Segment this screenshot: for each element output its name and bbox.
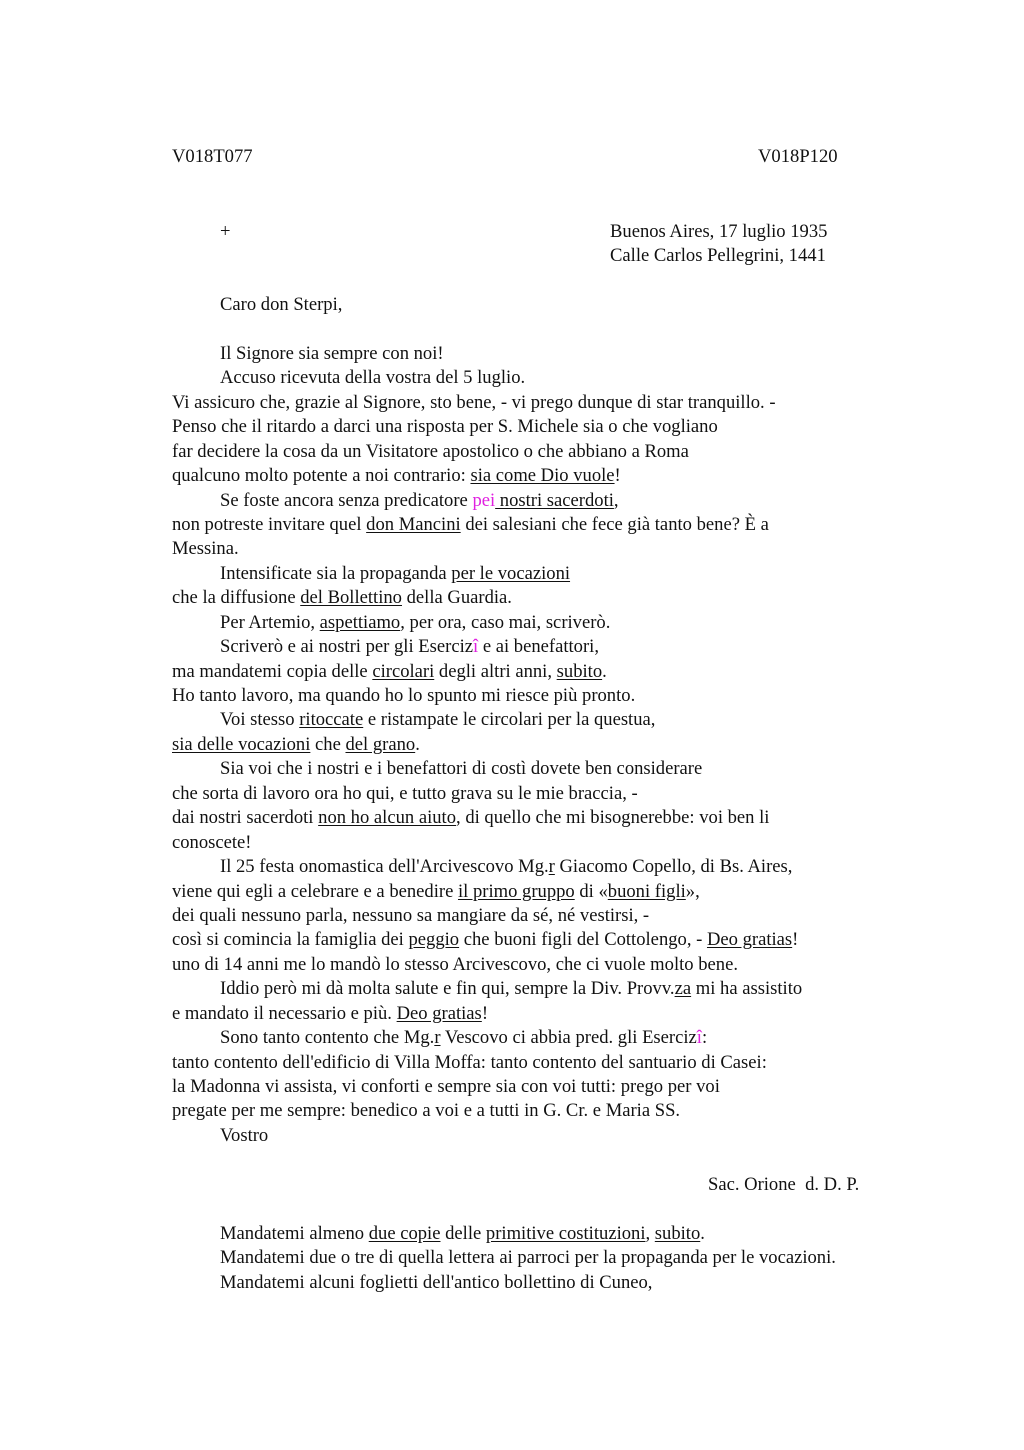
body-line: Voi stesso ritoccate e ristampate le circolari per la questua, xyxy=(220,709,656,730)
cross-symbol: + xyxy=(220,221,231,242)
body-line: Il 25 festa onomastica dell'Arcivescovo Mg.r Giacomo Copello, di Bs. Aires, xyxy=(220,856,793,877)
body-line: Accuso ricevuta della vostra del 5 luglio. xyxy=(220,367,526,388)
body-line: tanto contento dell'edificio di Villa Moffa: tanto contento del santuario di Casei: xyxy=(172,1052,767,1073)
body-line: che sorta di lavoro ora ho qui, e tutto grava su le mie braccia, - xyxy=(172,783,638,804)
body-line: Per Artemio, aspettiamo, per ora, caso mai, scriverò. xyxy=(220,612,611,633)
body-line: qualcuno molto potente a noi contrario: sia come Dio vuole! xyxy=(172,465,621,486)
body-line: dai nostri sacerdoti non ho alcun aiuto, di quello che mi bisognerebbe: voi ben li xyxy=(172,807,770,828)
body-line: ma mandatemi copia delle circolari degli altri anni, subito. xyxy=(172,661,607,682)
underlined-text: peggio xyxy=(408,929,460,950)
underlined-text: due copie xyxy=(368,1223,441,1244)
highlighted-text: pei xyxy=(472,490,496,511)
document-code-right: V018P120 xyxy=(758,146,838,167)
underlined-text: don Mancini xyxy=(366,514,461,535)
body-line: la Madonna vi assista, vi conforti e sempre sia con voi tutti: prego per voi xyxy=(172,1076,720,1097)
body-line: far decidere la cosa da un Visitatore apostolico o che abbiano a Roma xyxy=(172,441,689,462)
underlined-text: Deo gratias xyxy=(396,1003,482,1024)
closing: Vostro xyxy=(220,1125,269,1146)
postscript-line: Mandatemi due o tre di quella lettera ai parroci per la propaganda per le vocazioni. xyxy=(220,1247,836,1268)
underlined-text: sia delle vocazioni xyxy=(172,734,311,755)
body-line: dei quali nessuno parla, nessuno sa mangiare da sé, né vestirsi, - xyxy=(172,905,650,926)
underlined-text: primitive costituzioni xyxy=(485,1223,646,1244)
body-line: Scriverò e ai nostri per gli Esercizî e ai benefattori, xyxy=(220,636,599,657)
body-line: Penso che il ritardo a darci una risposta per S. Michele sia o che vogliano xyxy=(172,416,718,437)
address: Calle Carlos Pellegrini, 1441 xyxy=(610,245,826,266)
body-line: pregate per me sempre: benedico a voi e a tutti in G. Cr. e Maria SS. xyxy=(172,1100,681,1121)
body-line: Sia voi che i nostri e i benefattori di costì dovete ben considerare xyxy=(220,758,703,779)
underlined-text: del grano xyxy=(345,734,416,755)
body-line: uno di 14 anni me lo mandò lo stesso Arcivescovo, che ci vuole molto bene. xyxy=(172,954,738,975)
body-line: viene qui egli a celebrare e a benedire il primo gruppo di «buoni figli», xyxy=(172,881,700,902)
salutation: Caro don Sterpi, xyxy=(220,294,343,315)
underlined-text: aspettiamo xyxy=(319,612,401,633)
body-line: Ho tanto lavoro, ma quando ho lo spunto mi riesce più pronto. xyxy=(172,685,636,706)
underlined-text: subito xyxy=(556,661,603,682)
underlined-text: sia come Dio vuole xyxy=(470,465,615,486)
body-line: Il Signore sia sempre con noi! xyxy=(220,343,444,364)
body-line: Intensificate sia la propaganda per le vocazioni xyxy=(220,563,571,584)
underlined-text: r xyxy=(434,1027,441,1048)
body-line: che la diffusione del Bollettino della Guardia. xyxy=(172,587,512,608)
body-line: Se foste ancora senza predicatore pei nostri sacerdoti, xyxy=(220,490,619,511)
underlined-text: ritoccate xyxy=(299,709,364,730)
underlined-text: buoni figli xyxy=(607,881,686,902)
underlined-text: non ho alcun aiuto xyxy=(318,807,457,828)
place-date: Buenos Aires, 17 luglio 1935 xyxy=(610,221,828,242)
body-line: Messina. xyxy=(172,538,239,559)
postscript-line: Mandatemi alcuni foglietti dell'antico bollettino di Cuneo, xyxy=(220,1272,653,1293)
highlighted-text: î xyxy=(473,636,479,657)
postscript-line: Mandatemi almeno due copie delle primitive costituzioni, subito. xyxy=(220,1223,705,1244)
body-line: Vi assicuro che, grazie al Signore, sto bene, - vi prego dunque di star tranquillo. - xyxy=(172,392,776,413)
body-line: conoscete! xyxy=(172,832,252,853)
document-code-left: V018T077 xyxy=(172,146,253,167)
signature: Sac. Orione d. D. P. xyxy=(708,1174,860,1195)
underlined-text: circolari xyxy=(372,661,435,682)
body-line: e mandato il necessario e più. Deo gratias! xyxy=(172,1003,489,1024)
body-line: così si comincia la famiglia dei peggio che buoni figli del Cottolengo, - Deo gratias! xyxy=(172,929,799,950)
body-line: sia delle vocazioni che del grano. xyxy=(172,734,420,755)
body-line: Sono tanto contento che Mg.r Vescovo ci abbia pred. gli Esercizî: xyxy=(220,1027,708,1048)
highlighted-text: î xyxy=(696,1027,702,1048)
underlined-text: per le vocazioni xyxy=(451,563,571,584)
body-line: Iddio però mi dà molta salute e fin qui, sempre la Div. Provv.za mi ha assistito xyxy=(220,978,803,999)
underlined-text: del Bollettino xyxy=(300,587,402,608)
body-line: non potreste invitare quel don Mancini dei salesiani che fece già tanto bene? È a xyxy=(172,514,769,535)
underlined-text: subito xyxy=(654,1223,701,1244)
underlined-text: Deo gratias xyxy=(706,929,793,950)
underlined-text: r xyxy=(548,856,555,877)
underlined-text: za xyxy=(674,978,692,999)
underlined-text: nostri sacerdoti xyxy=(495,490,614,511)
underlined-text: il primo gruppo xyxy=(457,881,575,902)
